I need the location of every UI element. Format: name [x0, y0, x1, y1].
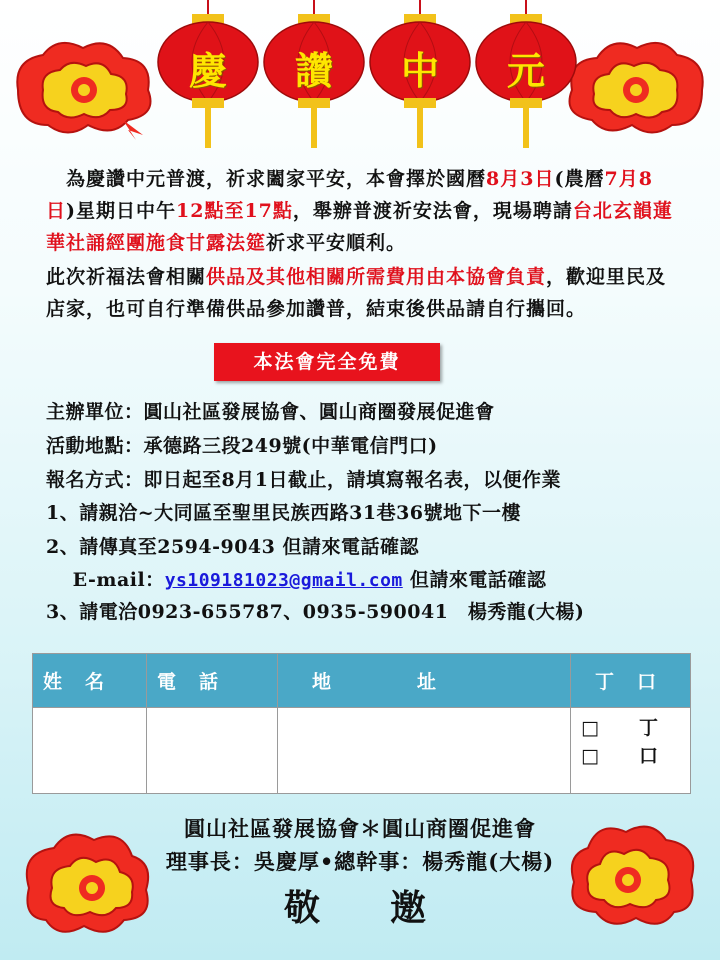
lantern-char: 慶: [188, 48, 227, 93]
intro-text: 此次祈福法會相關: [46, 266, 207, 288]
intro-text: 祈求平安順利。: [266, 232, 407, 254]
footer-closing: 敬邀: [283, 887, 496, 929]
header-name: 姓 名: [33, 654, 147, 708]
intro-paragraph-1: [46, 163, 680, 259]
intro-text: (農曆: [554, 168, 605, 190]
intro-paragraph-2: [46, 261, 680, 325]
lantern-char: 中: [400, 48, 439, 93]
table-header-row: [33, 654, 691, 708]
table-row: [33, 708, 691, 794]
header-household: 丁 口: [571, 654, 691, 708]
email-link[interactable]: ys109181023@gmail.com: [164, 570, 403, 591]
checkbox-option[interactable]: [571, 742, 690, 770]
lantern-icon: [368, 0, 472, 150]
intro-text: )星期日中午: [66, 200, 177, 222]
email-label: E-mail：: [46, 569, 165, 591]
header-phone: 電 話: [147, 654, 278, 708]
lantern-icon: [262, 0, 366, 150]
checkbox[interactable]: □: [581, 717, 599, 739]
checkbox-label: 丁: [638, 717, 658, 739]
checkbox[interactable]: □: [581, 745, 599, 767]
intro-text: ，歡迎里民及店家，也可自行準備供品參加讚普，結束後供品請自行攜回。: [46, 266, 667, 320]
method-3-line: 3、請電洽0923-655787、0935-590041 楊秀龍(大楊): [46, 601, 585, 623]
footer-organizations: 圓山社區發展協會＊圓山商圈促進會: [184, 816, 536, 841]
intro-text: 為慶讚中元普渡，祈求闔家平安，本會擇於國曆: [46, 168, 487, 190]
footer-officers: 理事長：吳慶厚•總幹事：楊秀龍(大楊): [165, 849, 555, 874]
method-1-line: 1、請親洽~大同區至聖里民族西路31巷36號地下一樓: [46, 502, 522, 524]
chanting-group: 台北玄韻蓮華社誦經團施食甘露法筵: [46, 200, 673, 254]
expense-note: 供品及其他相關所需費用由本協會負責: [206, 266, 547, 288]
intro-text: ，舉辦普渡祈安法會，現場聘請: [292, 200, 573, 222]
address-cell[interactable]: [278, 708, 571, 794]
checkbox-label: 口: [638, 745, 658, 767]
lantern-char: 讚: [294, 48, 333, 93]
household-cell: [571, 708, 691, 794]
lantern-icon: [156, 0, 260, 150]
name-cell[interactable]: [33, 708, 147, 794]
lantern-char: 元: [506, 48, 545, 93]
email-line: [46, 564, 686, 597]
checkbox-option[interactable]: [571, 708, 690, 742]
location-line: 活動地點：承德路三段249號(中華電信門口): [46, 435, 438, 457]
registration-table: [32, 653, 691, 794]
event-time: 12點至17點: [176, 200, 293, 222]
organizer-line: 主辦單位：圓山社區發展協會、圓山商圈發展促進會: [46, 401, 495, 423]
lunar-date: 7月8日: [46, 168, 653, 222]
method-2-line: 2、請傳真至2594-9043 但請來電話確認: [46, 536, 419, 558]
header-address: 地 址: [278, 654, 571, 708]
signup-line: 報名方式：即日起至8月1日截止，請填寫報名表，以便作業: [46, 469, 561, 491]
free-banner: 本法會完全免費: [214, 343, 440, 381]
event-date: 8月3日: [486, 168, 555, 190]
lantern-icon: [474, 0, 578, 150]
cloud-ornament-icon: [562, 30, 712, 140]
email-note: 但請來電話確認: [402, 569, 547, 591]
phone-cell[interactable]: [147, 708, 278, 794]
cloud-ornament-icon: [8, 30, 158, 140]
